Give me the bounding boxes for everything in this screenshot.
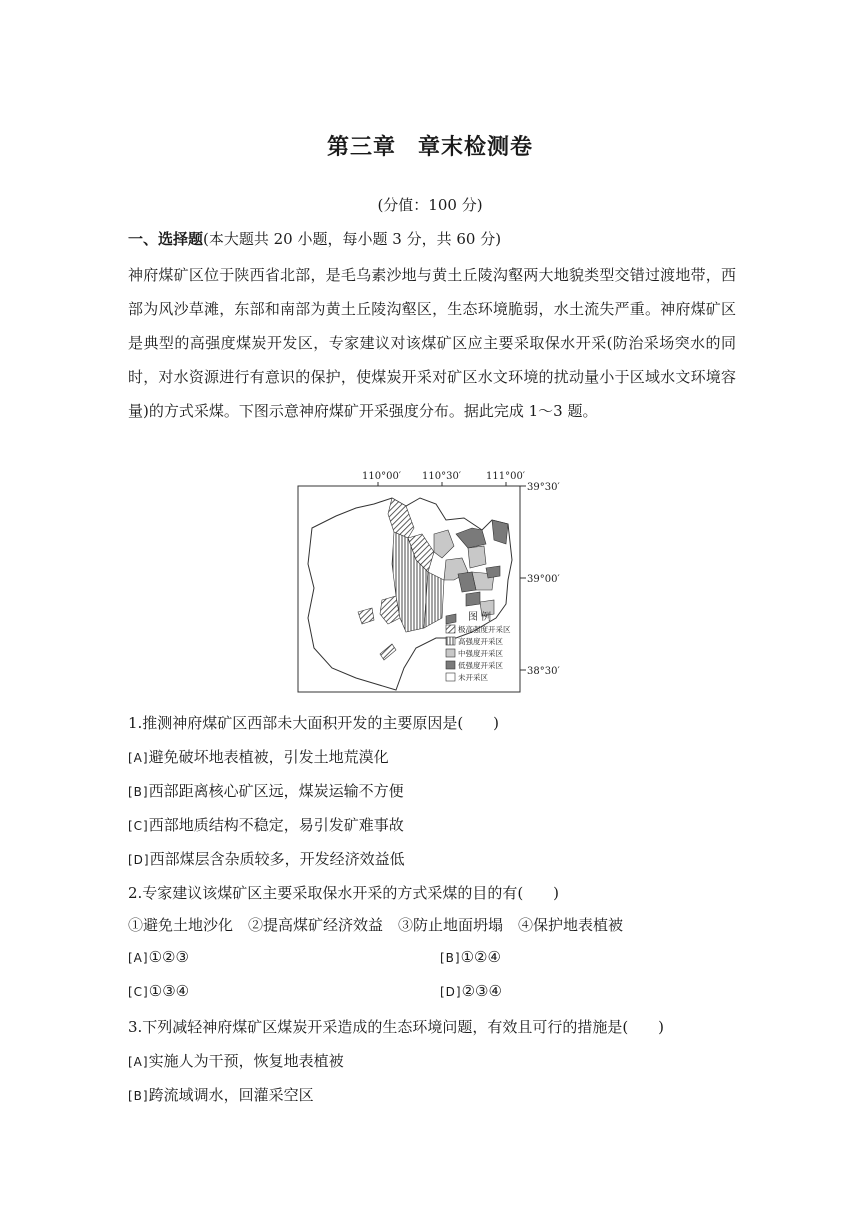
q2-option-d-tag: [D] (440, 985, 462, 999)
section-heading (128, 228, 501, 249)
question-3-stem (128, 1016, 664, 1037)
q3-option-b-text: 跨流域调水，回灌采空区 (148, 1086, 314, 1104)
q1-option-d[interactable] (128, 848, 405, 869)
q1-option-b[interactable] (128, 780, 404, 801)
low-zone-2 (492, 520, 508, 544)
q1-option-b-text: 西部距离核心矿区远，煤炭运输不方便 (148, 782, 404, 800)
score-note: (分值：100 分) (377, 196, 483, 214)
q2-option-b[interactable] (440, 948, 501, 966)
medium-zone-3 (468, 546, 486, 568)
q2-option-b-tag: [B] (440, 951, 461, 965)
section-detail: (本大题共 20 小题，每小题 3 分，共 60 分) (203, 230, 502, 248)
low-zone-5 (486, 566, 500, 578)
q2-option-a[interactable] (128, 948, 189, 966)
section-label: 一、选择题 (128, 230, 204, 248)
chapter-label: 第三章 (326, 135, 396, 160)
q2-option-d[interactable] (440, 982, 502, 1000)
page-title (0, 130, 860, 161)
lat-label-1: 39°30′ (527, 482, 560, 493)
lon-label-1: 110°00′ (362, 471, 402, 482)
lon-label-2: 110°30′ (422, 471, 462, 482)
q1-option-c-tag: [C] (128, 819, 149, 833)
mining-intensity-map (296, 468, 586, 694)
q2-option-c-text: ①③④ (148, 982, 190, 1000)
q2-close-paren: ) (553, 884, 560, 902)
q2-stem-text: 2.专家建议该煤矿区主要采取保水开采的方式采煤的目的有( (128, 884, 524, 902)
legend-item-medium: 中强度开采区 (458, 649, 503, 658)
legend-title: 图 例 (468, 612, 492, 623)
q2-option-b-text: ①②④ (460, 948, 501, 966)
question-2-stem (128, 882, 559, 903)
q1-option-d-text: 西部煤层含杂质较多，开发经济效益低 (149, 850, 405, 868)
low-zone-4 (466, 592, 480, 606)
q2-option-d-text: ②③④ (461, 982, 502, 1000)
lat-label-3: 38°30′ (527, 666, 560, 677)
q1-stem-text: 1.推测神府煤矿区西部未大面积开发的主要原因是( (128, 714, 464, 732)
legend-item-very-high: 极高强度开采区 (458, 625, 511, 634)
q3-option-a[interactable] (128, 1050, 344, 1071)
question-1-stem (128, 712, 499, 733)
lat-label-2: 39°00′ (527, 574, 560, 585)
q3-option-b-tag: [B] (128, 1089, 149, 1103)
q2-option-c-tag: [C] (128, 985, 149, 999)
legend-item-low: 低强度开采区 (458, 661, 503, 670)
q1-option-a-text: 避免破坏地表植被，引发土地荒漠化 (148, 748, 389, 766)
q2-option-a-tag: [A] (128, 951, 149, 965)
q2-statements: ①避免土地沙化 ②提高煤矿经济效益 ③防止地面坍塌 ④保护地表植被 (128, 916, 624, 934)
q1-option-d-tag: [D] (128, 853, 150, 867)
q2-option-a-text: ①②③ (148, 948, 189, 966)
intro-paragraph: 神府煤矿区位于陕西省北部，是毛乌素沙地与黄土丘陵沟壑两大地貌类型交错过渡地带，西部为风沙草滩，东部和南部为黄土丘陵沟壑区，生态环境脆弱，水土流失严重。神府煤矿区是典型的高强度煤炭开发区，专家建议对该煤矿区应主要采取保水开采(防治采场突水的同时，对水资源进行有意识的保护，使煤炭开采对矿区水文环境的扰动量小于区域水文环境容量)的方式采煤。下图示意神府煤矿开采强度分布。据此完成 1～3 题。 (128, 266, 736, 420)
q1-option-b-tag: [B] (128, 785, 149, 799)
legend-item-none: 未开采区 (458, 673, 488, 682)
legend-item-high: 高强度开采区 (458, 637, 503, 646)
small-low-zone (446, 614, 456, 624)
q3-option-b[interactable] (128, 1084, 314, 1105)
q1-option-a[interactable] (128, 746, 389, 767)
q3-option-a-tag: [A] (128, 1055, 149, 1069)
lon-label-3: 111°00′ (486, 471, 526, 482)
q1-option-c[interactable] (128, 814, 404, 835)
chapter-subtitle: 章末检测卷 (418, 135, 534, 160)
q1-option-c-text: 西部地质结构不稳定，易引发矿难事故 (148, 816, 404, 834)
q3-option-a-text: 实施人为干预，恢复地表植被 (148, 1052, 344, 1070)
q1-close-paren: ) (493, 714, 500, 732)
q3-close-paren: ) (658, 1018, 665, 1036)
q3-stem-text: 3.下列减轻神府煤矿区煤炭开采造成的生态环境问题，有效且可行的措施是( (128, 1018, 629, 1036)
q1-option-a-tag: [A] (128, 751, 149, 765)
q2-option-c[interactable] (128, 982, 189, 1000)
